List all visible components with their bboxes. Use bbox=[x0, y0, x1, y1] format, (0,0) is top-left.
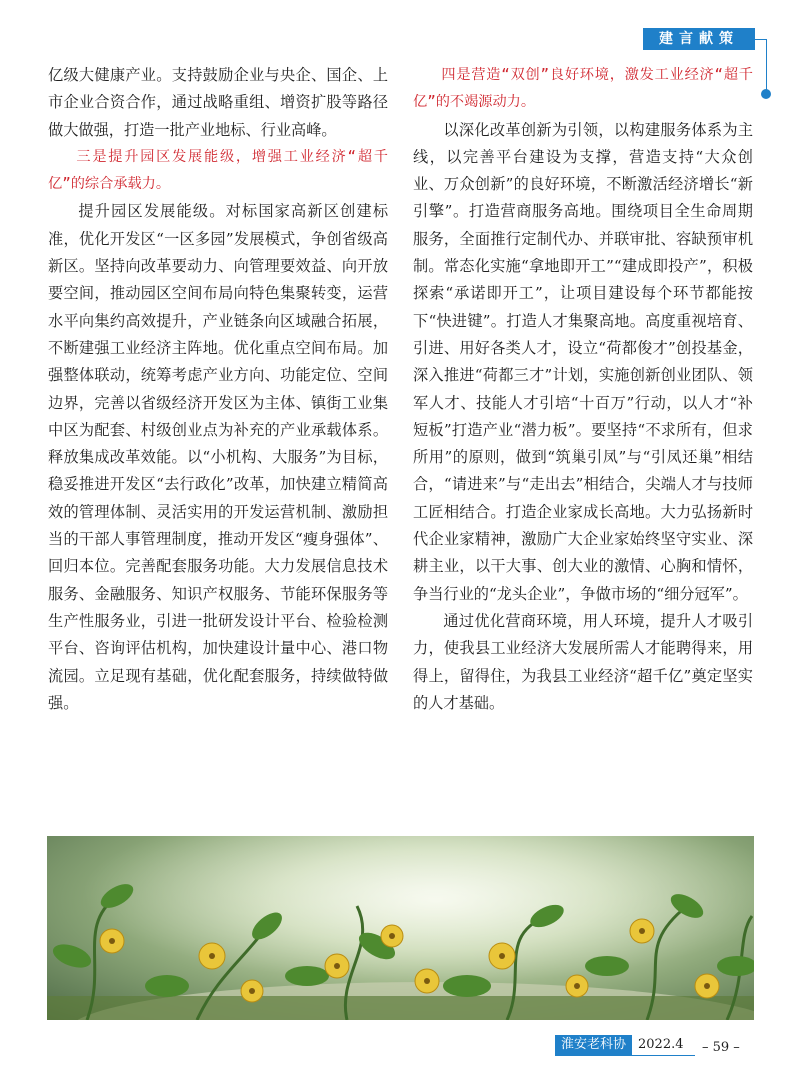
page-number: – 59 – bbox=[702, 1040, 740, 1055]
decorative-flower-photo bbox=[47, 836, 754, 1020]
page-footer bbox=[555, 1035, 690, 1055]
tag-dot-marker bbox=[761, 89, 771, 99]
paragraph-conclusion: 通过优化营商环境，用人环境，提升人才吸引力，使我县工业经济大发展所需人才能聘得来，用得上，留得住，为我县工业经济“超千亿”奠定坚实的人才基础。 bbox=[413, 611, 753, 712]
footer-rule bbox=[555, 1055, 695, 1056]
paragraph: 以深化改革创新为引领，以构建服务体系为主线，以完善平台建设为支撑，营造支持“大众创业、万众创新”的良好环境，不断激活经济增长“新引擎”。打造营商服务高地。围绕项目全生命周期服务，全面推行定制代办、并联审批、容缺预审机制。常态化实施“拿地即开工”“建成即投产”，积极探索“承诺即开工”，让项目建设每个环节都能按下“快进键”。打造人才集聚高地。高度重视培育、引进、用好各类人才，设立“荷都俊才”创投基金，深入推进“荷都三才”计划，实施创新创业团队、领军人才、技能人才引培“十百万”行动，以人才“补短板”打造产业“潜力板”。要坚持“不求所有，但求所用”的原则，做到“筑巢引凤”与“引凤还巢”相结合，“请进来”与“走出去”相结合，尖端人才与技师工匠相结合。打造企业家成长高地。大力弘扬新时代企业家精神，激励广大企业家始终坚守实业、深耕主业，以干大事、创大业的激情、心胸和情怀，争当行业的“龙头企业”，争做市场的“细分冠军”。 bbox=[413, 120, 753, 603]
paragraph: 提升园区发展能级。对标国家高新区创建标准，优化开发区“一区多园”发展模式，争创省级高新区。坚持向改革要动力、向管理要效益、向开放要空间，推动园区空间布局向特色集聚转变，运营水平向集约高效提升，产业链条向区域融合拓展，不断建强工业经济主阵地。优化重点空间布局。加强整体联动，统筹考虑产业方向、功能定位、空间边界，完善以省级经济开发区为主体、镇街工业集中区为配套、村级创业点为补充的产业承载体系。释放集成改革效能。以“小机构、大服务”为目标，稳妥推进开发区“去行政化”改革，加快建立精简高效的管理体制、灵活实用的开发运营机制、激励担当的干部人事管理制度，推动开发区“瘦身强体”、回归本位。完善配套服务功能。大力发展信息技术服务、金融服务、知识产权服务、节能环保服务等生产性服务业，引进一批研发设计平台、检验检测平台、咨询评估机构，加快建设计量中心、港口物流园。立足现有基础，优化配套服务，持续做特做强。 bbox=[48, 202, 388, 712]
right-column bbox=[413, 62, 753, 717]
issue-number: 2022.4 bbox=[638, 1037, 684, 1052]
subheading-four: 四是营造“双创”良好环境，激发工业经济“超千亿”的不竭源动力。 bbox=[413, 67, 753, 111]
paragraph-continued: 亿级大健康产业。支持鼓励企业与央企、国企、上市企业合资合作，通过战略重组、增资扩股等路径做大做强，打造一批产业地标、行业高峰。 bbox=[48, 66, 388, 139]
section-tag: 建言献策 bbox=[643, 28, 755, 50]
journal-name: 淮安老科协 bbox=[555, 1035, 632, 1055]
left-column bbox=[48, 62, 388, 717]
subheading-three: 三是提升园区发展能级，增强工业经济“超千亿”的综合承载力。 bbox=[48, 148, 388, 193]
tag-vertical-line bbox=[766, 40, 767, 92]
